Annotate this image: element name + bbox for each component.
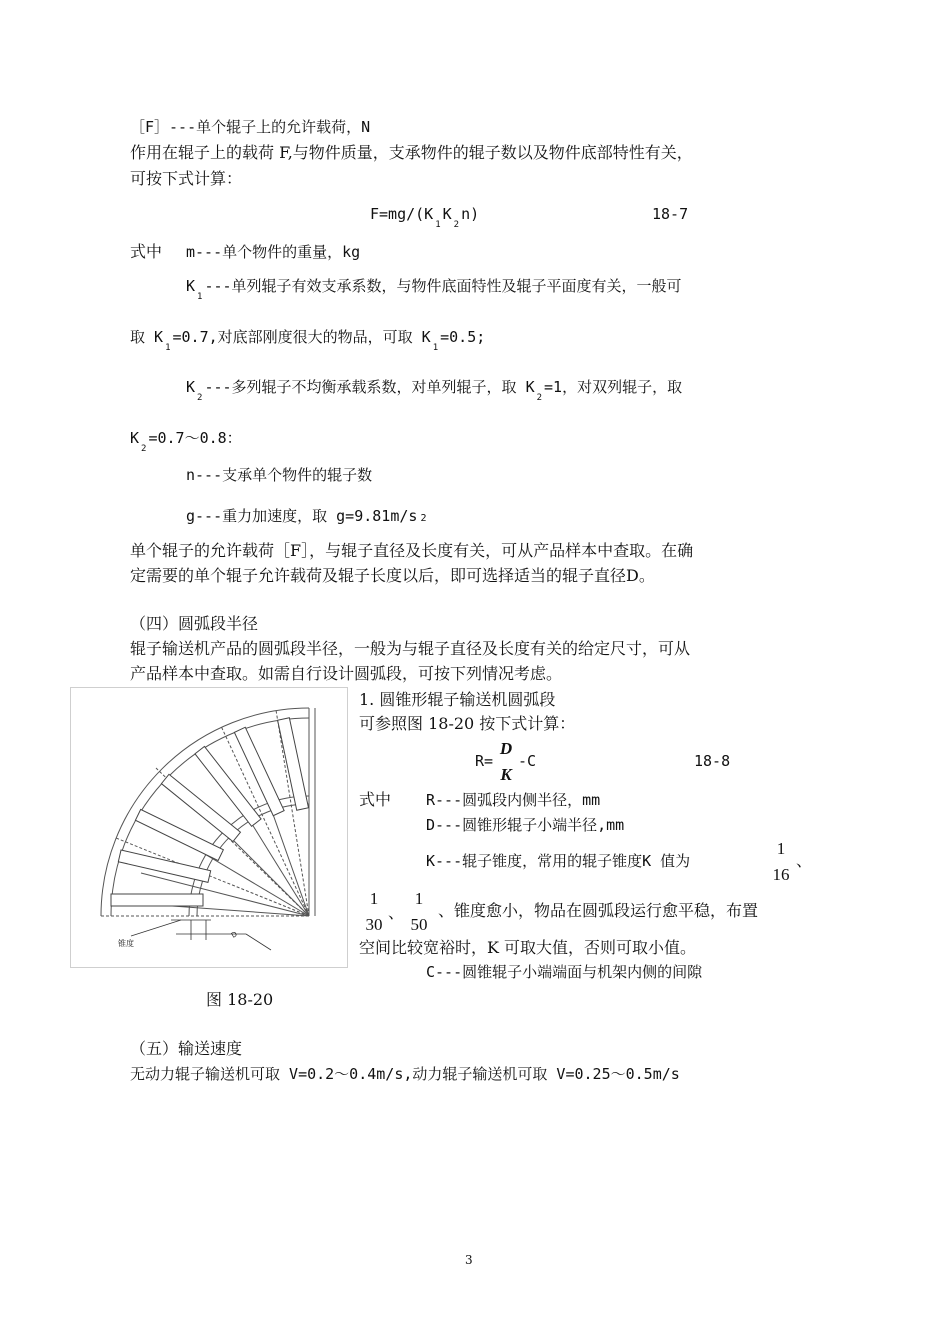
- taper-fraction-1-50: 1 50: [410, 889, 428, 934]
- figure-18-20: [70, 687, 348, 968]
- separator: 、: [796, 851, 813, 870]
- figure-label-d: D: [230, 930, 239, 940]
- paragraph-line: 可按下式计算：: [130, 169, 243, 188]
- formula-18-8-fraction: D K: [499, 739, 513, 784]
- paragraph-line: 作用在辊子上的载荷 F,与物件质量，支承物件的辊子数以及物件底部特性有关，: [130, 143, 693, 162]
- formula-18-7: $F=mg/(K_1K_2n)$: [370, 205, 480, 230]
- paragraph-line: 单个辊子的允许载荷［F］，与辊子直径及长度有关，可从产品样本中查取。在确: [130, 541, 694, 560]
- conical-roller-arc-diagram: [71, 688, 347, 967]
- definition-m: m---单个物件的重量，kg: [186, 243, 361, 261]
- definition-k2-cont: $K_2=0.7\sim 0.8$：: [130, 429, 242, 454]
- definition-k2: $K_2---$多列辊子不均衡承载系数，对单列辊子，取 $K_2=1$，对双列辊子，取: [186, 378, 683, 403]
- formula-number: 18-8: [694, 752, 731, 770]
- formula-number: 18-7: [652, 205, 689, 223]
- section-heading: （四）圆弧段半径: [130, 614, 259, 633]
- figure-caption: 图 18-20: [206, 990, 274, 1009]
- paragraph-line: 定需要的单个辊子允许载荷及辊子长度以后，即可选择适当的辊子直径D。: [130, 566, 655, 585]
- definition-c: C---圆锥辊子小端端面与机架内侧的间隙: [426, 963, 703, 981]
- definition-g: g---重力加速度，取 g=9.81m/s 2: [186, 507, 427, 525]
- subsection-heading: 1. 圆锥形辊子输送机圆弧段: [359, 690, 556, 709]
- section-heading: （五）输送速度: [130, 1039, 243, 1058]
- page-number: 3: [465, 1253, 473, 1267]
- definition-k-cont: 空间比较宽裕时，K 可取大值，否则可取小值。: [359, 938, 697, 957]
- definition-r: R---圆弧段内侧半径，mm: [426, 791, 601, 809]
- subsection-intro: 可参照图 18-20 按下式计算：: [359, 714, 576, 733]
- definitions-label: 式中: [130, 242, 163, 261]
- paragraph-line: 辊子输送机产品的圆弧段半径，一般为与辊子直径及长度有关的给定尺寸，可从: [130, 639, 691, 658]
- paragraph-line: 产品样本中查取。如需自行设计圆弧段，可按下列情况考虑。: [130, 664, 563, 683]
- definitions-label: 式中: [359, 790, 392, 809]
- speed-line: 无动力辊子输送机可取 V=0.2～0.4m/s,动力辊子输送机可取 V=0.25～0.5m/s: [130, 1065, 680, 1083]
- taper-fraction-1-16: 1 16: [772, 839, 790, 884]
- separator: 、: [388, 903, 405, 922]
- definition-k1-cont: 取 $K_1=0.7$,对底部刚度很大的物品，可取 $K_1=0.5$;: [130, 328, 486, 353]
- figure-label-taper: 锥度: [118, 939, 134, 948]
- load-definition-line: ［F］---单个辊子上的允许载荷，N: [130, 118, 371, 136]
- formula-18-8-left: R=: [475, 752, 494, 770]
- formula-18-8-right: -C: [518, 752, 537, 770]
- definition-d: D---圆锥形辊子小端半径,mm: [426, 816, 625, 834]
- definition-k: K---辊子锥度，常用的辊子锥度K 值为: [426, 852, 691, 870]
- definition-k1: $K_1---$单列辊子有效支承系数，与物件底面特性及辊子平面度有关，一般可: [186, 277, 682, 302]
- taper-fraction-1-30: 1 30: [365, 889, 383, 934]
- definition-k-cont: 、锥度愈小，物品在圆弧段运行愈平稳，布置: [438, 901, 759, 920]
- definition-n: n---支承单个物件的辊子数: [186, 466, 373, 484]
